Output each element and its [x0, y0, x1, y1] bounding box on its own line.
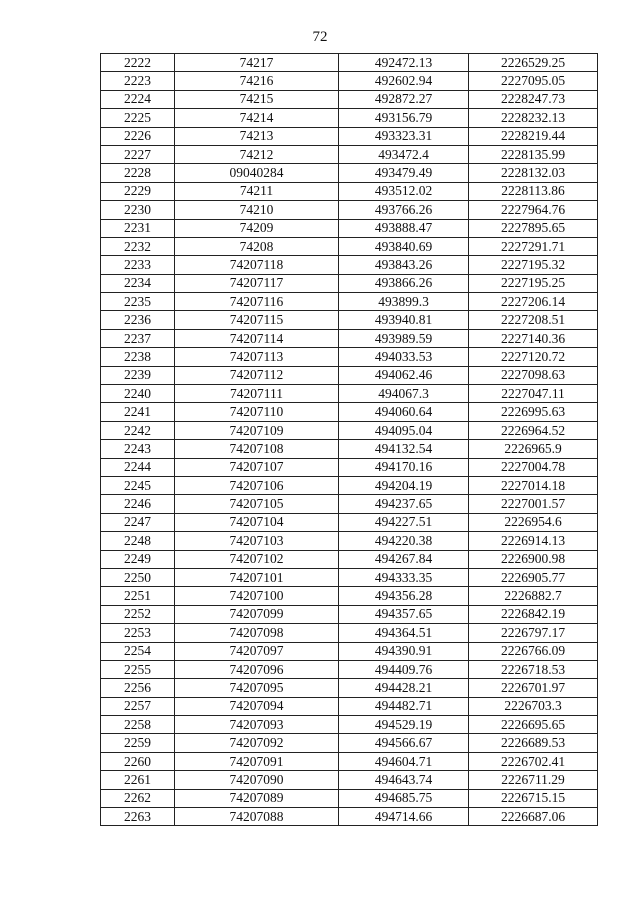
point-code-cell: 74207112: [175, 366, 339, 384]
point-code-cell: 74207113: [175, 348, 339, 366]
x-coordinate-cell: 492472.13: [339, 54, 469, 72]
x-coordinate-cell: 494356.28: [339, 587, 469, 605]
point-number-cell: 2236: [101, 311, 175, 329]
point-number-cell: 2252: [101, 605, 175, 623]
x-coordinate-cell: 494170.16: [339, 458, 469, 476]
table-row: [101, 587, 598, 605]
point-code-cell: 74210: [175, 201, 339, 219]
point-code-cell: 74216: [175, 72, 339, 90]
point-number-cell: 2248: [101, 532, 175, 550]
point-number-cell: 2233: [101, 256, 175, 274]
point-code-cell: 74207118: [175, 256, 339, 274]
point-number-cell: 2250: [101, 568, 175, 586]
x-coordinate-cell: 494067.3: [339, 385, 469, 403]
x-coordinate-cell: 494364.51: [339, 624, 469, 642]
x-coordinate-cell: 493766.26: [339, 201, 469, 219]
table-row: [101, 789, 598, 807]
point-code-cell: 74207088: [175, 808, 339, 826]
table-row: [101, 366, 598, 384]
x-coordinate-cell: 494714.66: [339, 808, 469, 826]
y-coordinate-cell: 2227195.25: [469, 274, 598, 292]
point-code-cell: 74207095: [175, 679, 339, 697]
x-coordinate-cell: 494033.53: [339, 348, 469, 366]
point-number-cell: 2231: [101, 219, 175, 237]
x-coordinate-cell: 493843.26: [339, 256, 469, 274]
y-coordinate-cell: 2226914.13: [469, 532, 598, 550]
table-row: [101, 476, 598, 494]
point-number-cell: 2225: [101, 109, 175, 127]
point-number-cell: 2227: [101, 145, 175, 163]
point-code-cell: 74207103: [175, 532, 339, 550]
point-code-cell: 09040284: [175, 164, 339, 182]
x-coordinate-cell: 494220.38: [339, 532, 469, 550]
table-row: [101, 660, 598, 678]
table-row: [101, 550, 598, 568]
table-row: [101, 697, 598, 715]
point-number-cell: 2259: [101, 734, 175, 752]
x-coordinate-cell: 493512.02: [339, 182, 469, 200]
point-number-cell: 2244: [101, 458, 175, 476]
table-row: [101, 771, 598, 789]
point-number-cell: 2226: [101, 127, 175, 145]
y-coordinate-cell: 2226842.19: [469, 605, 598, 623]
point-code-cell: 74207089: [175, 789, 339, 807]
y-coordinate-cell: 2227098.63: [469, 366, 598, 384]
x-coordinate-cell: 494227.51: [339, 513, 469, 531]
y-coordinate-cell: 2228135.99: [469, 145, 598, 163]
y-coordinate-cell: 2228247.73: [469, 90, 598, 108]
y-coordinate-cell: 2227291.71: [469, 237, 598, 255]
y-coordinate-cell: 2227206.14: [469, 293, 598, 311]
y-coordinate-cell: 2226964.52: [469, 421, 598, 439]
point-number-cell: 2262: [101, 789, 175, 807]
table-row: [101, 311, 598, 329]
y-coordinate-cell: 2227001.57: [469, 495, 598, 513]
page-number: 72: [312, 29, 328, 45]
y-coordinate-cell: 2226954.6: [469, 513, 598, 531]
table-row: [101, 182, 598, 200]
y-coordinate-cell: 2226900.98: [469, 550, 598, 568]
y-coordinate-cell: 2226905.77: [469, 568, 598, 586]
x-coordinate-cell: 494409.76: [339, 660, 469, 678]
point-code-cell: 74207117: [175, 274, 339, 292]
point-number-cell: 2249: [101, 550, 175, 568]
y-coordinate-cell: 2227120.72: [469, 348, 598, 366]
point-number-cell: 2253: [101, 624, 175, 642]
point-number-cell: 2247: [101, 513, 175, 531]
point-number-cell: 2256: [101, 679, 175, 697]
x-coordinate-cell: 494357.65: [339, 605, 469, 623]
point-number-cell: 2260: [101, 752, 175, 770]
point-number-cell: 2246: [101, 495, 175, 513]
x-coordinate-cell: 494482.71: [339, 697, 469, 715]
y-coordinate-cell: 2227014.18: [469, 476, 598, 494]
point-code-cell: 74215: [175, 90, 339, 108]
point-code-cell: 74207111: [175, 385, 339, 403]
table-row: [101, 458, 598, 476]
y-coordinate-cell: 2226882.7: [469, 587, 598, 605]
table-row: [101, 532, 598, 550]
y-coordinate-cell: 2226701.97: [469, 679, 598, 697]
point-number-cell: 2232: [101, 237, 175, 255]
table-row: [101, 293, 598, 311]
x-coordinate-cell: 492872.27: [339, 90, 469, 108]
point-number-cell: 2254: [101, 642, 175, 660]
table-row: [101, 679, 598, 697]
table-row: [101, 642, 598, 660]
table-row: [101, 605, 598, 623]
y-coordinate-cell: 2226703.3: [469, 697, 598, 715]
x-coordinate-cell: 493156.79: [339, 109, 469, 127]
y-coordinate-cell: 2226797.17: [469, 624, 598, 642]
point-number-cell: 2229: [101, 182, 175, 200]
y-coordinate-cell: 2228219.44: [469, 127, 598, 145]
y-coordinate-cell: 2228132.03: [469, 164, 598, 182]
table-row: [101, 164, 598, 182]
table-row: [101, 145, 598, 163]
table-row: [101, 109, 598, 127]
point-number-cell: 2261: [101, 771, 175, 789]
point-number-cell: 2222: [101, 54, 175, 72]
x-coordinate-cell: 494095.04: [339, 421, 469, 439]
point-code-cell: 74211: [175, 182, 339, 200]
point-number-cell: 2228: [101, 164, 175, 182]
y-coordinate-cell: 2226995.63: [469, 403, 598, 421]
y-coordinate-cell: 2227047.11: [469, 385, 598, 403]
point-number-cell: 2240: [101, 385, 175, 403]
y-coordinate-cell: 2226965.9: [469, 440, 598, 458]
y-coordinate-cell: 2228113.86: [469, 182, 598, 200]
point-number-cell: 2242: [101, 421, 175, 439]
point-code-cell: 74207102: [175, 550, 339, 568]
x-coordinate-cell: 494062.46: [339, 366, 469, 384]
x-coordinate-cell: 493472.4: [339, 145, 469, 163]
point-code-cell: 74209: [175, 219, 339, 237]
x-coordinate-cell: 494333.35: [339, 568, 469, 586]
x-coordinate-cell: 493323.31: [339, 127, 469, 145]
table-row: [101, 90, 598, 108]
point-number-cell: 2237: [101, 329, 175, 347]
table-row: [101, 752, 598, 770]
y-coordinate-cell: 2227004.78: [469, 458, 598, 476]
x-coordinate-cell: 494604.71: [339, 752, 469, 770]
x-coordinate-cell: 494428.21: [339, 679, 469, 697]
y-coordinate-cell: 2226711.29: [469, 771, 598, 789]
point-code-cell: 74207093: [175, 716, 339, 734]
table-row: [101, 495, 598, 513]
table-row: [101, 348, 598, 366]
x-coordinate-cell: 493989.59: [339, 329, 469, 347]
point-number-cell: 2241: [101, 403, 175, 421]
table-row: [101, 403, 598, 421]
table-row: [101, 568, 598, 586]
x-coordinate-cell: 494060.64: [339, 403, 469, 421]
x-coordinate-cell: 494643.74: [339, 771, 469, 789]
table-row: [101, 219, 598, 237]
point-code-cell: 74207109: [175, 421, 339, 439]
point-number-cell: 2238: [101, 348, 175, 366]
point-number-cell: 2245: [101, 476, 175, 494]
y-coordinate-cell: 2227208.51: [469, 311, 598, 329]
table-row: [101, 513, 598, 531]
point-number-cell: 2223: [101, 72, 175, 90]
point-code-cell: 74207115: [175, 311, 339, 329]
table-row: [101, 440, 598, 458]
table-row: [101, 734, 598, 752]
point-number-cell: 2230: [101, 201, 175, 219]
point-code-cell: 74207098: [175, 624, 339, 642]
point-code-cell: 74207101: [175, 568, 339, 586]
table-row: [101, 716, 598, 734]
x-coordinate-cell: 494237.65: [339, 495, 469, 513]
x-coordinate-cell: 494204.19: [339, 476, 469, 494]
x-coordinate-cell: 493899.3: [339, 293, 469, 311]
x-coordinate-cell: 494267.84: [339, 550, 469, 568]
y-coordinate-cell: 2226718.53: [469, 660, 598, 678]
y-coordinate-cell: 2227095.05: [469, 72, 598, 90]
table-row: [101, 808, 598, 826]
point-number-cell: 2263: [101, 808, 175, 826]
point-code-cell: 74217: [175, 54, 339, 72]
x-coordinate-cell: 493840.69: [339, 237, 469, 255]
table-row: [101, 274, 598, 292]
point-number-cell: 2224: [101, 90, 175, 108]
y-coordinate-cell: 2226695.65: [469, 716, 598, 734]
point-code-cell: 74207110: [175, 403, 339, 421]
y-coordinate-cell: 2226689.53: [469, 734, 598, 752]
point-code-cell: 74207091: [175, 752, 339, 770]
point-code-cell: 74207094: [175, 697, 339, 715]
y-coordinate-cell: 2226687.06: [469, 808, 598, 826]
point-number-cell: 2235: [101, 293, 175, 311]
point-code-cell: 74207099: [175, 605, 339, 623]
table-row: [101, 127, 598, 145]
table-row: [101, 329, 598, 347]
point-number-cell: 2243: [101, 440, 175, 458]
y-coordinate-cell: 2227195.32: [469, 256, 598, 274]
x-coordinate-cell: 493866.26: [339, 274, 469, 292]
point-number-cell: 2255: [101, 660, 175, 678]
x-coordinate-cell: 493888.47: [339, 219, 469, 237]
y-coordinate-cell: 2227895.65: [469, 219, 598, 237]
point-code-cell: 74213: [175, 127, 339, 145]
point-code-cell: 74207106: [175, 476, 339, 494]
point-code-cell: 74207108: [175, 440, 339, 458]
point-code-cell: 74207092: [175, 734, 339, 752]
point-number-cell: 2234: [101, 274, 175, 292]
point-code-cell: 74207100: [175, 587, 339, 605]
coordinates-table: [100, 53, 598, 826]
point-code-cell: 74207096: [175, 660, 339, 678]
point-number-cell: 2258: [101, 716, 175, 734]
table-row: [101, 72, 598, 90]
point-code-cell: 74207097: [175, 642, 339, 660]
x-coordinate-cell: 493940.81: [339, 311, 469, 329]
y-coordinate-cell: 2226715.15: [469, 789, 598, 807]
x-coordinate-cell: 494132.54: [339, 440, 469, 458]
point-code-cell: 74212: [175, 145, 339, 163]
coordinates-table-body: [101, 54, 598, 826]
x-coordinate-cell: 494566.67: [339, 734, 469, 752]
point-code-cell: 74207116: [175, 293, 339, 311]
x-coordinate-cell: 492602.94: [339, 72, 469, 90]
point-code-cell: 74207107: [175, 458, 339, 476]
y-coordinate-cell: 2226766.09: [469, 642, 598, 660]
x-coordinate-cell: 494685.75: [339, 789, 469, 807]
point-number-cell: 2239: [101, 366, 175, 384]
point-code-cell: 74208: [175, 237, 339, 255]
point-code-cell: 74207104: [175, 513, 339, 531]
table-row: [101, 237, 598, 255]
point-code-cell: 74214: [175, 109, 339, 127]
y-coordinate-cell: 2227964.76: [469, 201, 598, 219]
y-coordinate-cell: 2226702.41: [469, 752, 598, 770]
point-code-cell: 74207090: [175, 771, 339, 789]
y-coordinate-cell: 2228232.13: [469, 109, 598, 127]
table-row: [101, 421, 598, 439]
table-row: [101, 624, 598, 642]
point-code-cell: 74207105: [175, 495, 339, 513]
x-coordinate-cell: 493479.49: [339, 164, 469, 182]
table-row: [101, 256, 598, 274]
point-number-cell: 2257: [101, 697, 175, 715]
y-coordinate-cell: 2226529.25: [469, 54, 598, 72]
table-row: [101, 201, 598, 219]
x-coordinate-cell: 494529.19: [339, 716, 469, 734]
table-row: [101, 54, 598, 72]
x-coordinate-cell: 494390.91: [339, 642, 469, 660]
y-coordinate-cell: 2227140.36: [469, 329, 598, 347]
point-code-cell: 74207114: [175, 329, 339, 347]
point-number-cell: 2251: [101, 587, 175, 605]
table-row: [101, 385, 598, 403]
